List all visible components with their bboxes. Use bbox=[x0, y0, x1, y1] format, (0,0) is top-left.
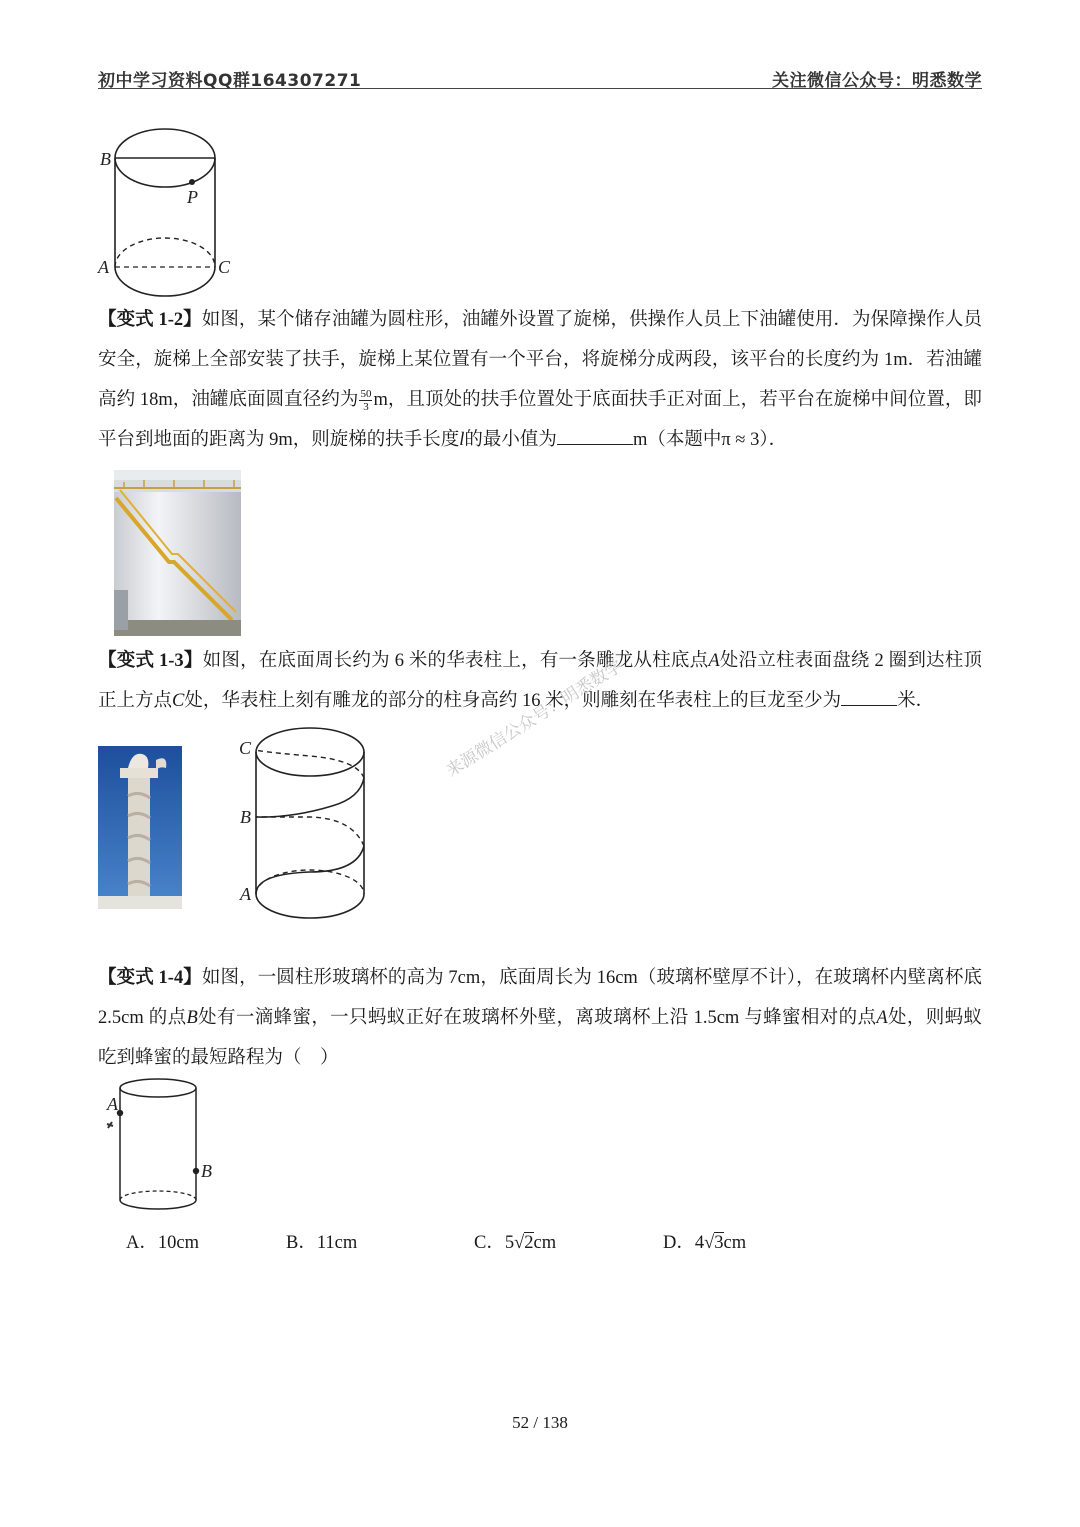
q13-text1: 如图，在底面周长约为 6 米的华表柱上，有一条雕龙从柱底点 bbox=[202, 651, 709, 671]
header-divider bbox=[98, 88, 982, 89]
var-a: A bbox=[876, 1008, 888, 1028]
label-a: A bbox=[107, 1094, 118, 1114]
sqrt-icon: √ bbox=[514, 1233, 525, 1253]
sqrt-icon: √ bbox=[704, 1233, 715, 1253]
label-b: B bbox=[100, 149, 111, 169]
label-a: A bbox=[240, 884, 251, 904]
page-number: 52 / 138 bbox=[512, 1413, 568, 1432]
var-l: l bbox=[459, 430, 465, 450]
cylinder-figure-bpac bbox=[90, 120, 250, 305]
answer-blank-1-3[interactable] bbox=[841, 685, 897, 706]
q13-text3: 处，华表柱上刻有雕龙的部分的柱身高约 16 米，则雕刻在华表柱上的巨龙至少为 bbox=[184, 691, 842, 711]
q14-text1: 如图，一圆柱形玻璃杯的高为 7cm，底面周长为 16cm（玻璃杯壁厚不计），在玻璃杯内壁离杯底 2.5cm 的点 bbox=[98, 968, 982, 1028]
q13-text4: 米． bbox=[897, 691, 935, 711]
q12-text1: 如图，某个储存油罐为圆柱形，油罐外设置了旋梯，供操作人员上下油罐使用．为保障操作人员安全，旋梯上全部安装了扶手，旋梯上某位置有一个平台，将旋梯分成两段，该平台的长度约为 1m．若油罐高约 18m，油罐底面圆直径约为 bbox=[98, 310, 982, 410]
option-c[interactable]: C．5√2cm bbox=[474, 1233, 557, 1253]
label-c: C bbox=[239, 738, 252, 758]
glass-cylinder-figure bbox=[98, 1072, 228, 1222]
header-right-text: 关注微信公众号：明悉数学 bbox=[772, 71, 982, 91]
var-a: A bbox=[708, 651, 720, 671]
var-b: B bbox=[186, 1008, 198, 1028]
label-b: B bbox=[240, 807, 251, 827]
watermark: 来源微信公众号：明悉数学 bbox=[442, 656, 627, 782]
huabiao-photo bbox=[98, 746, 182, 909]
oil-tank-photo bbox=[114, 470, 241, 636]
option-a[interactable]: A．10cm bbox=[126, 1233, 199, 1253]
answer-blank-1-2[interactable] bbox=[557, 424, 633, 445]
spiral-cylinder-figure bbox=[232, 722, 382, 927]
option-d[interactable]: D．4√3cm bbox=[663, 1233, 747, 1253]
q14-text2: 处有一滴蜂蜜，一只蚂蚁正好在玻璃杯外壁，离玻璃杯上沿 1.5cm 与蜂蜜相对的点 bbox=[197, 1008, 877, 1028]
question-1-2 bbox=[98, 300, 982, 460]
ant-icon bbox=[107, 1122, 113, 1128]
label-a: A bbox=[98, 257, 109, 277]
q14-text3: 处，则蚂蚁吃到蜂蜜的最短路程为（ ） bbox=[98, 1008, 982, 1068]
question-1-4-tag: 【变式 1-4】 bbox=[98, 968, 202, 988]
label-b: B bbox=[201, 1161, 212, 1181]
fraction-50-3: $\frac{50}{3}$ bbox=[360, 388, 372, 414]
q13-text2: 处沿立柱表面盘绕 2 圈到达柱顶正上方点 bbox=[98, 651, 982, 711]
question-1-3-tag: 【变式 1-3】 bbox=[98, 651, 203, 671]
header-left-text: 初中学习资料QQ群164307271 bbox=[98, 71, 362, 91]
var-c: C bbox=[172, 691, 185, 711]
label-c: C bbox=[218, 257, 231, 277]
label-p: P bbox=[187, 187, 198, 207]
question-1-4 bbox=[98, 958, 982, 1078]
question-1-2-tag: 【变式 1-2】 bbox=[98, 310, 202, 330]
option-b[interactable]: B．11cm bbox=[286, 1233, 358, 1253]
q12-text2: m，且顶处的扶手位置处于底面扶手正对面上，若平台在旋梯中间位置，即平台到地面的距离为 9m，则旋梯的扶手长度 bbox=[98, 390, 982, 450]
q12-text3: 的最小值为 bbox=[464, 430, 557, 450]
q12-text4: m（本题中π ≈ 3）． bbox=[632, 430, 788, 450]
